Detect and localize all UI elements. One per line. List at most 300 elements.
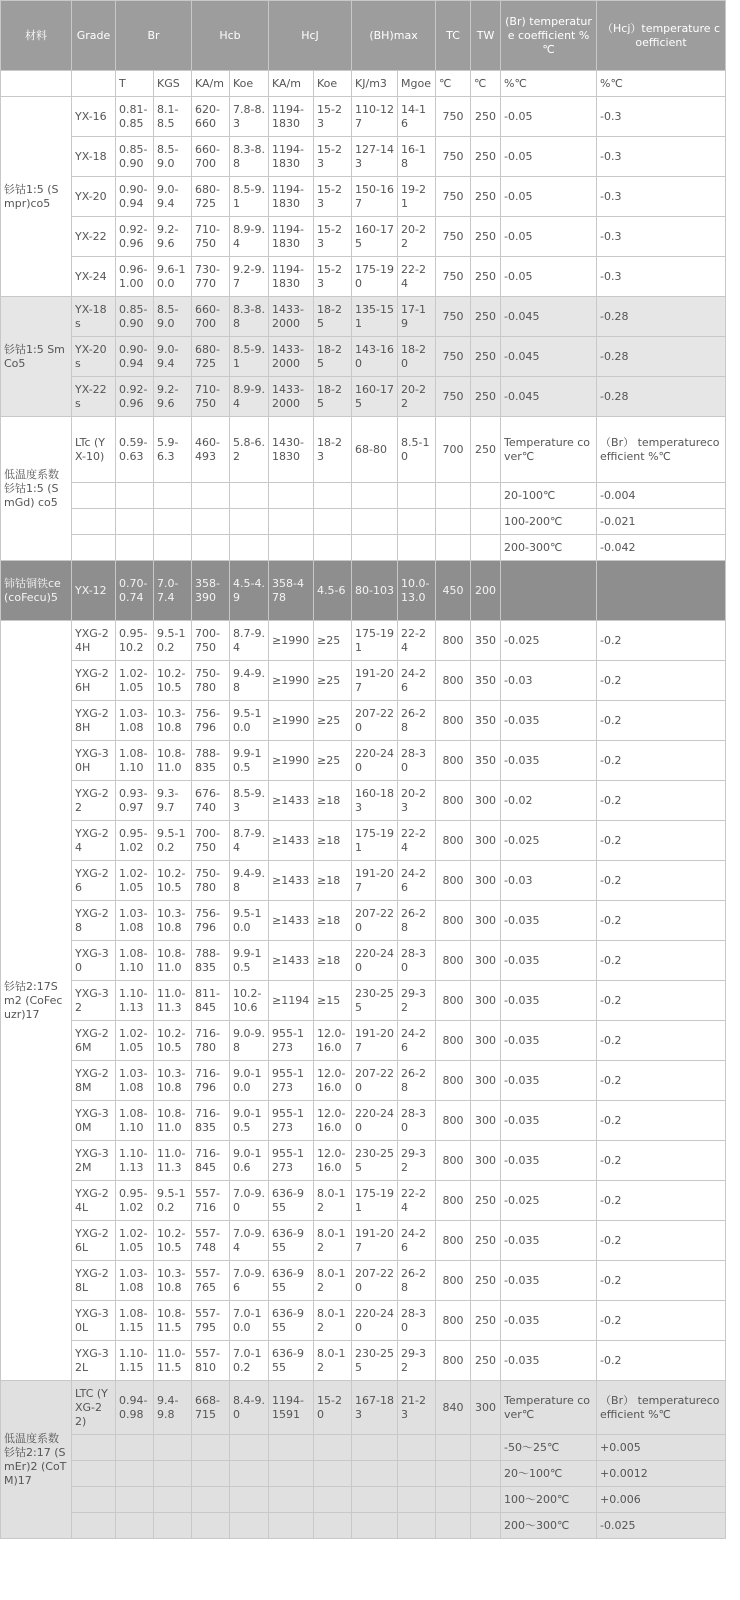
value-cell: 250	[471, 177, 501, 217]
table-row	[1, 535, 726, 561]
header-cell: (BH)max	[352, 1, 436, 71]
units-cell: T	[116, 71, 154, 97]
value-cell: 150-167	[352, 177, 398, 217]
value-cell	[471, 1487, 501, 1513]
value-cell: 9.6-10.0	[154, 257, 192, 297]
value-cell: 207-220	[352, 1261, 398, 1301]
units-cell: Koe	[230, 71, 269, 97]
value-cell: -0.2	[597, 741, 726, 781]
value-cell: 620-660	[192, 97, 230, 137]
value-cell: 20-22	[398, 377, 436, 417]
grade-cell: YXG-30M	[72, 1101, 116, 1141]
value-cell: 250	[471, 417, 501, 483]
value-cell: -0.2	[597, 701, 726, 741]
value-cell: -0.3	[597, 257, 726, 297]
value-cell	[352, 1461, 398, 1487]
value-cell	[154, 509, 192, 535]
value-cell: 10.2-10.5	[154, 661, 192, 701]
grade-cell	[72, 1435, 116, 1461]
value-cell: 636-955	[269, 1341, 314, 1381]
value-cell	[192, 1461, 230, 1487]
value-cell: -0.035	[501, 981, 597, 1021]
value-cell: 20-22	[398, 217, 436, 257]
value-cell: 16-18	[398, 137, 436, 177]
grade-cell: YXG-26M	[72, 1021, 116, 1061]
value-cell: 29-32	[398, 981, 436, 1021]
value-cell: -0.03	[501, 861, 597, 901]
value-cell: 250	[471, 97, 501, 137]
value-cell: -0.28	[597, 337, 726, 377]
value-cell	[352, 509, 398, 535]
value-cell: +0.006	[597, 1487, 726, 1513]
value-cell: 800	[436, 1221, 471, 1261]
value-cell: 7.0-10.0	[230, 1301, 269, 1341]
value-cell: 10.2-10.5	[154, 861, 192, 901]
value-cell: 8.7-9.4	[230, 621, 269, 661]
value-cell	[154, 483, 192, 509]
value-cell: 300	[471, 821, 501, 861]
value-cell: 175-191	[352, 1181, 398, 1221]
value-cell: 143-160	[352, 337, 398, 377]
value-cell: 8.0-12	[314, 1181, 352, 1221]
value-cell: 1.03-1.08	[116, 1261, 154, 1301]
table-row	[1, 1487, 726, 1513]
value-cell: 800	[436, 621, 471, 661]
value-cell	[398, 509, 436, 535]
value-cell: 1430-1830	[269, 417, 314, 483]
value-cell	[269, 1461, 314, 1487]
value-cell	[230, 509, 269, 535]
value-cell	[154, 535, 192, 561]
value-cell: 7.0-9.6	[230, 1261, 269, 1301]
value-cell: ≥25	[314, 741, 352, 781]
value-cell: ≥18	[314, 941, 352, 981]
value-cell: 10.2-10.5	[154, 1221, 192, 1261]
value-cell	[116, 509, 154, 535]
value-cell: -0.035	[501, 1101, 597, 1141]
grade-cell: YXG-30L	[72, 1301, 116, 1341]
value-cell: 636-955	[269, 1221, 314, 1261]
value-cell	[192, 1487, 230, 1513]
grade-cell: YX-18s	[72, 297, 116, 337]
value-cell: 135-151	[352, 297, 398, 337]
value-cell: 1.03-1.08	[116, 1061, 154, 1101]
value-cell: （Br） temperaturecoefficient %℃	[597, 417, 726, 483]
value-cell: 9.4-9.8	[230, 861, 269, 901]
value-cell	[192, 535, 230, 561]
value-cell: 676-740	[192, 781, 230, 821]
value-cell: +0.005	[597, 1435, 726, 1461]
value-cell: 1.02-1.05	[116, 661, 154, 701]
value-cell: 636-955	[269, 1181, 314, 1221]
grade-cell	[72, 1487, 116, 1513]
value-cell: -0.2	[597, 1301, 726, 1341]
table-row	[1, 1381, 726, 1435]
material-cell: 低温度系数钐钴1:5 (SmGd) co5	[1, 417, 72, 561]
value-cell: 191-207	[352, 861, 398, 901]
value-cell: 20-100℃	[501, 483, 597, 509]
value-cell: 250	[471, 1181, 501, 1221]
value-cell: -0.035	[501, 901, 597, 941]
value-cell: 250	[471, 217, 501, 257]
value-cell: ≥18	[314, 821, 352, 861]
value-cell: 220-240	[352, 741, 398, 781]
value-cell: ≥18	[314, 901, 352, 941]
value-cell: 230-255	[352, 981, 398, 1021]
value-cell: 100-200℃	[501, 509, 597, 535]
value-cell: -0.025	[501, 621, 597, 661]
value-cell: 10.8-11.0	[154, 941, 192, 981]
value-cell: 220-240	[352, 1101, 398, 1141]
value-cell	[471, 535, 501, 561]
material-cell: 钐钴1:5 (Smpr)co5	[1, 97, 72, 297]
value-cell: 680-725	[192, 337, 230, 377]
value-cell	[314, 1513, 352, 1539]
value-cell: 300	[471, 981, 501, 1021]
value-cell: 110-127	[352, 97, 398, 137]
table-row	[1, 561, 726, 621]
value-cell: 557-810	[192, 1341, 230, 1381]
table-row	[1, 1221, 726, 1261]
value-cell: 11.0-11.5	[154, 1341, 192, 1381]
value-cell: 24-26	[398, 861, 436, 901]
value-cell: 668-715	[192, 1381, 230, 1435]
value-cell: 800	[436, 1141, 471, 1181]
value-cell: 20～100℃	[501, 1461, 597, 1487]
value-cell: 15-23	[314, 137, 352, 177]
value-cell: 250	[471, 1341, 501, 1381]
value-cell: 1.08-1.10	[116, 941, 154, 981]
table-row	[1, 981, 726, 1021]
value-cell: -0.2	[597, 941, 726, 981]
table-row	[1, 483, 726, 509]
value-cell	[398, 1461, 436, 1487]
value-cell	[269, 509, 314, 535]
value-cell: -0.025	[597, 1513, 726, 1539]
value-cell: 4.5-6	[314, 561, 352, 621]
units-cell: ℃	[471, 71, 501, 97]
value-cell: 756-796	[192, 701, 230, 741]
value-cell: 18-23	[314, 417, 352, 483]
value-cell: -0.2	[597, 1341, 726, 1381]
value-cell: 175-190	[352, 257, 398, 297]
value-cell: ≥15	[314, 981, 352, 1021]
value-cell: 800	[436, 1021, 471, 1061]
value-cell: 8.5-9.1	[230, 177, 269, 217]
value-cell: 1.02-1.05	[116, 1021, 154, 1061]
value-cell: 9.0-9.4	[154, 177, 192, 217]
value-cell	[269, 483, 314, 509]
value-cell: -0.05	[501, 257, 597, 297]
value-cell: 15-23	[314, 217, 352, 257]
value-cell: 24-26	[398, 1021, 436, 1061]
value-cell: 230-255	[352, 1341, 398, 1381]
value-cell: 800	[436, 861, 471, 901]
value-cell: 22-24	[398, 257, 436, 297]
value-cell: 160-175	[352, 217, 398, 257]
value-cell: 0.93-0.97	[116, 781, 154, 821]
table-row	[1, 741, 726, 781]
value-cell: 7.0-9.4	[230, 1221, 269, 1261]
units-cell: ℃	[436, 71, 471, 97]
value-cell: 557-765	[192, 1261, 230, 1301]
value-cell: 250	[471, 257, 501, 297]
value-cell: 756-796	[192, 901, 230, 941]
value-cell: 191-207	[352, 1021, 398, 1061]
value-cell: 300	[471, 1061, 501, 1101]
value-cell: 12.0-16.0	[314, 1021, 352, 1061]
value-cell: 8.9-9.4	[230, 217, 269, 257]
value-cell: 0.95-1.02	[116, 1181, 154, 1221]
value-cell	[436, 1487, 471, 1513]
table-row	[1, 257, 726, 297]
value-cell: -0.035	[501, 1301, 597, 1341]
value-cell: 5.8-6.2	[230, 417, 269, 483]
value-cell	[314, 509, 352, 535]
table-row	[1, 1341, 726, 1381]
value-cell	[230, 1435, 269, 1461]
value-cell: 10.2-10.6	[230, 981, 269, 1021]
value-cell: 220-240	[352, 941, 398, 981]
value-cell: 0.92-0.96	[116, 217, 154, 257]
value-cell: 636-955	[269, 1261, 314, 1301]
value-cell: 127-143	[352, 137, 398, 177]
value-cell: 0.85-0.90	[116, 137, 154, 177]
value-cell: 8.3-8.8	[230, 137, 269, 177]
value-cell: 0.81-0.85	[116, 97, 154, 137]
value-cell: -0.035	[501, 1141, 597, 1181]
value-cell	[154, 1461, 192, 1487]
value-cell: -0.03	[501, 661, 597, 701]
value-cell: 700-750	[192, 621, 230, 661]
grade-cell: YXG-32L	[72, 1341, 116, 1381]
value-cell	[269, 1435, 314, 1461]
value-cell: 750-780	[192, 861, 230, 901]
value-cell: Temperature cover℃	[501, 417, 597, 483]
value-cell: 716-835	[192, 1101, 230, 1141]
value-cell: 10.8-11.0	[154, 1101, 192, 1141]
value-cell: 11.0-11.3	[154, 981, 192, 1021]
header-cell: HcJ	[269, 1, 352, 71]
value-cell: 710-750	[192, 217, 230, 257]
value-cell: 300	[471, 781, 501, 821]
value-cell: 28-30	[398, 741, 436, 781]
value-cell: 28-30	[398, 941, 436, 981]
value-cell: 22-24	[398, 1181, 436, 1221]
value-cell: 0.92-0.96	[116, 377, 154, 417]
value-cell: 191-207	[352, 1221, 398, 1261]
value-cell: ≥1433	[269, 821, 314, 861]
value-cell: -0.045	[501, 337, 597, 377]
value-cell: 1194-1830	[269, 137, 314, 177]
grade-cell: YXG-32M	[72, 1141, 116, 1181]
value-cell: 788-835	[192, 741, 230, 781]
value-cell: 300	[471, 1101, 501, 1141]
value-cell: 175-191	[352, 621, 398, 661]
value-cell: -0.05	[501, 217, 597, 257]
value-cell: 800	[436, 1341, 471, 1381]
grade-cell	[72, 509, 116, 535]
value-cell	[398, 535, 436, 561]
table-row	[1, 217, 726, 257]
value-cell: 12.0-16.0	[314, 1101, 352, 1141]
value-cell: 250	[471, 137, 501, 177]
value-cell: ≥1194	[269, 981, 314, 1021]
value-cell: 17-19	[398, 297, 436, 337]
value-cell	[116, 1487, 154, 1513]
value-cell: 5.9-6.3	[154, 417, 192, 483]
value-cell	[116, 1461, 154, 1487]
value-cell: -50～25℃	[501, 1435, 597, 1461]
value-cell: ≥1990	[269, 701, 314, 741]
value-cell: -0.042	[597, 535, 726, 561]
grade-cell: YXG-28L	[72, 1261, 116, 1301]
value-cell	[116, 535, 154, 561]
value-cell	[154, 1487, 192, 1513]
units-cell	[72, 71, 116, 97]
value-cell: 750	[436, 97, 471, 137]
value-cell	[471, 509, 501, 535]
value-cell: 24-26	[398, 661, 436, 701]
value-cell: 10.2-10.5	[154, 1021, 192, 1061]
value-cell: 28-30	[398, 1301, 436, 1341]
value-cell: 9.2-9.6	[154, 217, 192, 257]
value-cell: 750	[436, 177, 471, 217]
grade-cell: YXG-24L	[72, 1181, 116, 1221]
grade-cell: YX-18	[72, 137, 116, 177]
value-cell: 207-220	[352, 1061, 398, 1101]
value-cell: 10.3-10.8	[154, 1061, 192, 1101]
value-cell: ≥25	[314, 701, 352, 741]
value-cell: 175-191	[352, 821, 398, 861]
value-cell: ≥1990	[269, 741, 314, 781]
value-cell	[314, 1435, 352, 1461]
value-cell: 800	[436, 1101, 471, 1141]
value-cell: -0.05	[501, 177, 597, 217]
value-cell: -0.2	[597, 1261, 726, 1301]
material-cell: 钐钴2:17Sm2 (CoFecuzr)17	[1, 621, 72, 1381]
value-cell: -0.28	[597, 377, 726, 417]
value-cell	[436, 1435, 471, 1461]
value-cell: 1.10-1.13	[116, 1141, 154, 1181]
units-cell: Koe	[314, 71, 352, 97]
value-cell: -0.2	[597, 1021, 726, 1061]
value-cell: 9.3-9.7	[154, 781, 192, 821]
value-cell: 8.1-8.5	[154, 97, 192, 137]
value-cell: 207-220	[352, 701, 398, 741]
value-cell: -0.02	[501, 781, 597, 821]
value-cell: -0.035	[501, 1341, 597, 1381]
value-cell: 460-493	[192, 417, 230, 483]
value-cell: 8.9-9.4	[230, 377, 269, 417]
units-cell: %℃	[501, 71, 597, 97]
grade-cell: YXG-26H	[72, 661, 116, 701]
units-cell: %℃	[597, 71, 726, 97]
value-cell: 8.7-9.4	[230, 821, 269, 861]
value-cell: 1.10-1.15	[116, 1341, 154, 1381]
value-cell: 15-23	[314, 177, 352, 217]
value-cell: 700	[436, 417, 471, 483]
value-cell: 800	[436, 981, 471, 1021]
value-cell: 26-28	[398, 1261, 436, 1301]
value-cell	[398, 1487, 436, 1513]
grade-cell: YXG-28H	[72, 701, 116, 741]
value-cell: 160-183	[352, 781, 398, 821]
value-cell: ≥1433	[269, 781, 314, 821]
value-cell: 9.5-10.0	[230, 901, 269, 941]
value-cell: 300	[471, 1381, 501, 1435]
value-cell: ≥1990	[269, 621, 314, 661]
value-cell: 10.0-13.0	[398, 561, 436, 621]
value-cell	[471, 1461, 501, 1487]
value-cell: -0.3	[597, 137, 726, 177]
value-cell: 7.8-8.3	[230, 97, 269, 137]
value-cell	[471, 1513, 501, 1539]
grade-cell	[72, 483, 116, 509]
value-cell	[116, 483, 154, 509]
units-cell: KA/m	[192, 71, 230, 97]
value-cell: 100～200℃	[501, 1487, 597, 1513]
table-row	[1, 701, 726, 741]
grade-cell: YX-24	[72, 257, 116, 297]
value-cell	[230, 1461, 269, 1487]
value-cell: 955-1273	[269, 1101, 314, 1141]
value-cell: 9.0-9.4	[154, 337, 192, 377]
value-cell: ≥25	[314, 661, 352, 701]
value-cell: 9.5-10.2	[154, 821, 192, 861]
value-cell: 750	[436, 297, 471, 337]
value-cell	[352, 535, 398, 561]
value-cell	[314, 483, 352, 509]
header-row	[1, 1, 726, 71]
value-cell: 1.02-1.05	[116, 861, 154, 901]
value-cell: -0.2	[597, 861, 726, 901]
value-cell: 350	[471, 701, 501, 741]
value-cell: 750	[436, 337, 471, 377]
value-cell: 8.5-9.0	[154, 297, 192, 337]
value-cell: 250	[471, 1301, 501, 1341]
value-cell: -0.035	[501, 1261, 597, 1301]
value-cell	[154, 1513, 192, 1539]
value-cell: -0.025	[501, 1181, 597, 1221]
value-cell: 29-32	[398, 1341, 436, 1381]
value-cell: 358-478	[269, 561, 314, 621]
value-cell: 10.3-10.8	[154, 901, 192, 941]
value-cell: 200～300℃	[501, 1513, 597, 1539]
grade-cell	[72, 535, 116, 561]
table-row	[1, 1141, 726, 1181]
value-cell: 750	[436, 257, 471, 297]
value-cell: 250	[471, 1221, 501, 1261]
grade-cell: YX-20	[72, 177, 116, 217]
value-cell: 230-255	[352, 1141, 398, 1181]
value-cell: 200-300℃	[501, 535, 597, 561]
value-cell: 7.0-7.4	[154, 561, 192, 621]
value-cell: 11.0-11.3	[154, 1141, 192, 1181]
value-cell: -0.05	[501, 97, 597, 137]
value-cell: 24-26	[398, 1221, 436, 1261]
value-cell: -0.2	[597, 621, 726, 661]
value-cell: +0.0012	[597, 1461, 726, 1487]
value-cell: 9.0-9.8	[230, 1021, 269, 1061]
value-cell: ≥1433	[269, 861, 314, 901]
value-cell: -0.2	[597, 1181, 726, 1221]
value-cell: 10.8-11.5	[154, 1301, 192, 1341]
value-cell: 12.0-16.0	[314, 1141, 352, 1181]
value-cell: 1.08-1.10	[116, 741, 154, 781]
header-cell: (Br) temperature coefficient %℃	[501, 1, 597, 71]
value-cell: 660-700	[192, 297, 230, 337]
